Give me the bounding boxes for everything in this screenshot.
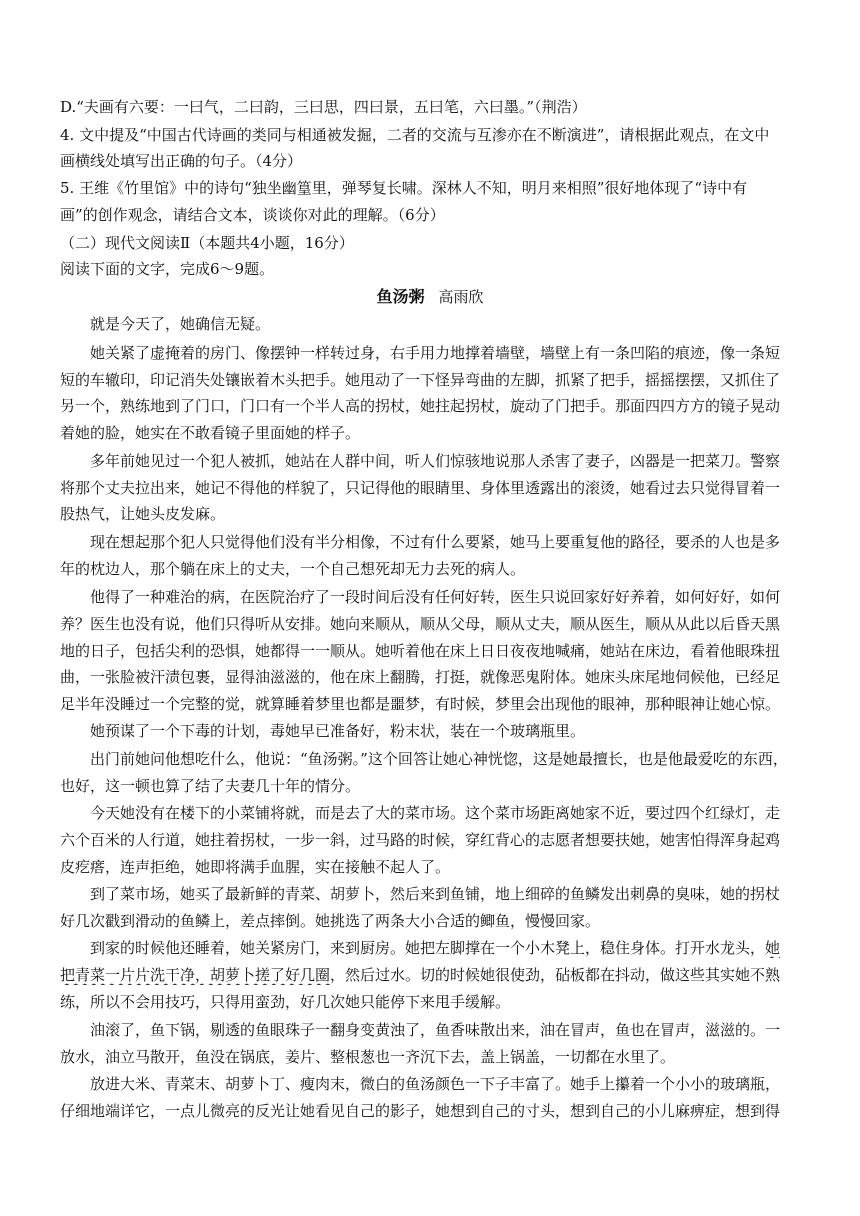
wavy-underlined-text: 她 <box>765 939 781 957</box>
article-author: 高雨欣 <box>438 288 484 306</box>
paragraph-line: 现在想起那个犯人只觉得他们没有半分相像，不过有什么要紧，她马上要重复他的路径，要杀的人也是多 <box>90 533 781 551</box>
paragraph-text: ，然后过水。切的时候她很使劲，砧板都在抖动，做这些其实她不熟 <box>330 966 781 984</box>
paragraph-line: 好几次戳到滑动的鱼鳞上，差点摔倒。她挑选了两条大小合适的鲫鱼，慢慢回家。 <box>60 912 601 930</box>
paragraph-line: 放进大米、青菜末、胡萝卜丁、瘦肉末，微白的鱼汤颜色一下子丰富了。她手上攥着一个小小的玻璃瓶， <box>90 1075 781 1093</box>
paragraph-line: 另一个，熟练地到了门口，门口有一个半人高的拐杖，她拄起拐杖，旋动了门把手。那面四四方方的镜子晃动 <box>60 397 781 415</box>
wavy-underlined-text: 把青菜一片片洗干净，胡萝卜搓了好几圈 <box>60 966 331 984</box>
paragraph-line: 到了菜市场，她买了最新鲜的青菜、胡萝卜，然后来到鱼铺，地上细碎的鱼鳞发出刺鼻的臭味，她的拐杖 <box>90 885 781 903</box>
paragraph-line: 着她的脸，她实在不敢看镜子里面她的样子。 <box>60 424 361 442</box>
paragraph-line: 仔细地端详它，一点儿微亮的反光让她看见自己的影子，她想到自己的寸头，想到自己的小儿麻痹症，想到得 <box>60 1102 781 1120</box>
section-header: （二）现代文阅读Ⅱ（本题共4小题，16分） <box>60 234 354 252</box>
paragraph-line <box>60 965 800 985</box>
paragraph-line: 出门前她问他想吃什么，他说：“鱼汤粥。”这个回答让她心神恍惚，这是她最擅长，也是他最爱吃的东西， <box>90 750 788 768</box>
paragraph-line: 曲，一张脸被汗渍包裹，显得油滋滋的，他在床上翻腾，打挺，就像恶鬼附体。她床头床尾地伺候他，已经足 <box>60 668 781 686</box>
question-4-line-2: 画横线处填写出正确的句子。（4分） <box>60 152 303 170</box>
paragraph-line: 养？医生也没有说，他们只得听从安排。她向来顺从，顺从父母，顺从丈夫，顺从医生，顺从从此以后昏天黑 <box>60 615 781 633</box>
paragraph-line: 就是今天了，她确信无疑。 <box>90 315 271 333</box>
paragraph-line: 放水，油立马散开，鱼没在锅底，姜片、整根葱也一齐沉下去，盖上锅盖，一切都在水里了。 <box>60 1048 676 1066</box>
section-instruction: 阅读下面的文字，完成6～9题。 <box>60 260 275 278</box>
question-4-line-1: 4. 文中提及“中国古代诗画的类同与相通被发掘，二者的交流与互渗亦在不断演进”，请根据此观点，在文中 <box>60 126 770 144</box>
paragraph-line: 他得了一种难治的病，在医院治疗了一段时间后没有任何好转，医生只说回家好好养着，如何好好，如何 <box>90 588 781 606</box>
article-heading <box>0 287 860 307</box>
paragraph-line: 她预谋了一个下毒的计划，毒她早已准备好，粉末状，装在一个玻璃瓶里。 <box>90 722 586 740</box>
paragraph-line: 股热气，让她头皮发麻。 <box>60 505 226 523</box>
paragraph-line: 多年前她见过一个犯人被抓，她站在人群中间，听人们惊骇地说那人杀害了妻子，凶器是一把菜刀。警察 <box>90 452 781 470</box>
article-title: 鱼汤粥 <box>376 287 425 306</box>
paragraph-text: 到家的时候他还睡着，她关紧房门，来到厨房。她把左脚撑在一个小木凳上，稳住身体。打开水龙头， <box>90 939 766 957</box>
paragraph-line: 皮疙瘩，连声拒绝，她即将满手血腥，实在接触不起人了。 <box>60 858 451 876</box>
paragraph-line: 将那个丈夫拉出来，她记不得他的样貌了，只记得他的眼睛里、身体里透露出的滚烫，她看过去只觉得冒着一 <box>60 479 781 497</box>
paragraph-line: 地的日子，包括尖利的恐惧，她都得一一顺从。她听着他在床上日日夜夜地喊痛，她站在床边，看着他眼珠扭 <box>60 642 781 660</box>
paragraph-line: 足半年没睡过一个完整的觉，就算睡着梦里也都是噩梦，有时候，梦里会出现他的眼神，那种眼神让她心惊。 <box>60 695 781 713</box>
paragraph-line: 短的车辙印，印记消失处镶嵌着木头把手。她甩动了一下怪异弯曲的左脚，抓紧了把手，摇摇摆摆，又抓住了 <box>60 371 781 389</box>
paragraph-line: 油滚了，鱼下锅，剔透的鱼眼珠子一翻身变黄浊了，鱼香味散出来，油在冒声，鱼也在冒声，滋滋的。一 <box>90 1021 781 1039</box>
paragraph-line <box>90 938 800 958</box>
question-5-line-2: 画”的创作观念，请结合文本，谈谈你对此的理解。（6分） <box>60 206 445 224</box>
question-option-d: D.“夫画有六要：一曰气，二曰韵，三曰思，四曰景，五曰笔，六曰墨。”（荆浩） <box>60 98 587 116</box>
question-5-line-1: 5. 王维《竹里馆》中的诗句“独坐幽篁里，弹琴复长啸。深林人不知，明月来相照”很好地体现了“诗中有 <box>60 179 748 197</box>
paragraph-line: 她关紧了虚掩着的房门、像摆钟一样转过身，右手用力地撑着墙壁，墙壁上有一条凹陷的痕迹，像一条短 <box>90 344 781 362</box>
paragraph-line: 年的枕边人，那个躺在床上的丈夫，一个自己想死却无力去死的病人。 <box>60 560 526 578</box>
paragraph-line: 练，所以不会用技巧，只得用蛮劲，好几次她只能停下来甩手缓解。 <box>60 993 511 1011</box>
paragraph-line: 今天她没有在楼下的小菜铺将就，而是去了大的菜市场。这个菜市场距离她家不近，要过四个红绿灯，走 <box>90 804 781 822</box>
paragraph-line: 也好，这一顿也算了结了夫妻几十年的情分。 <box>60 777 361 795</box>
paragraph-line: 六个百米的人行道，她拄着拐杖，一步一斜，过马路的时候，穿红背心的志愿者想要扶她，她害怕得浑身起鸡 <box>60 831 781 849</box>
